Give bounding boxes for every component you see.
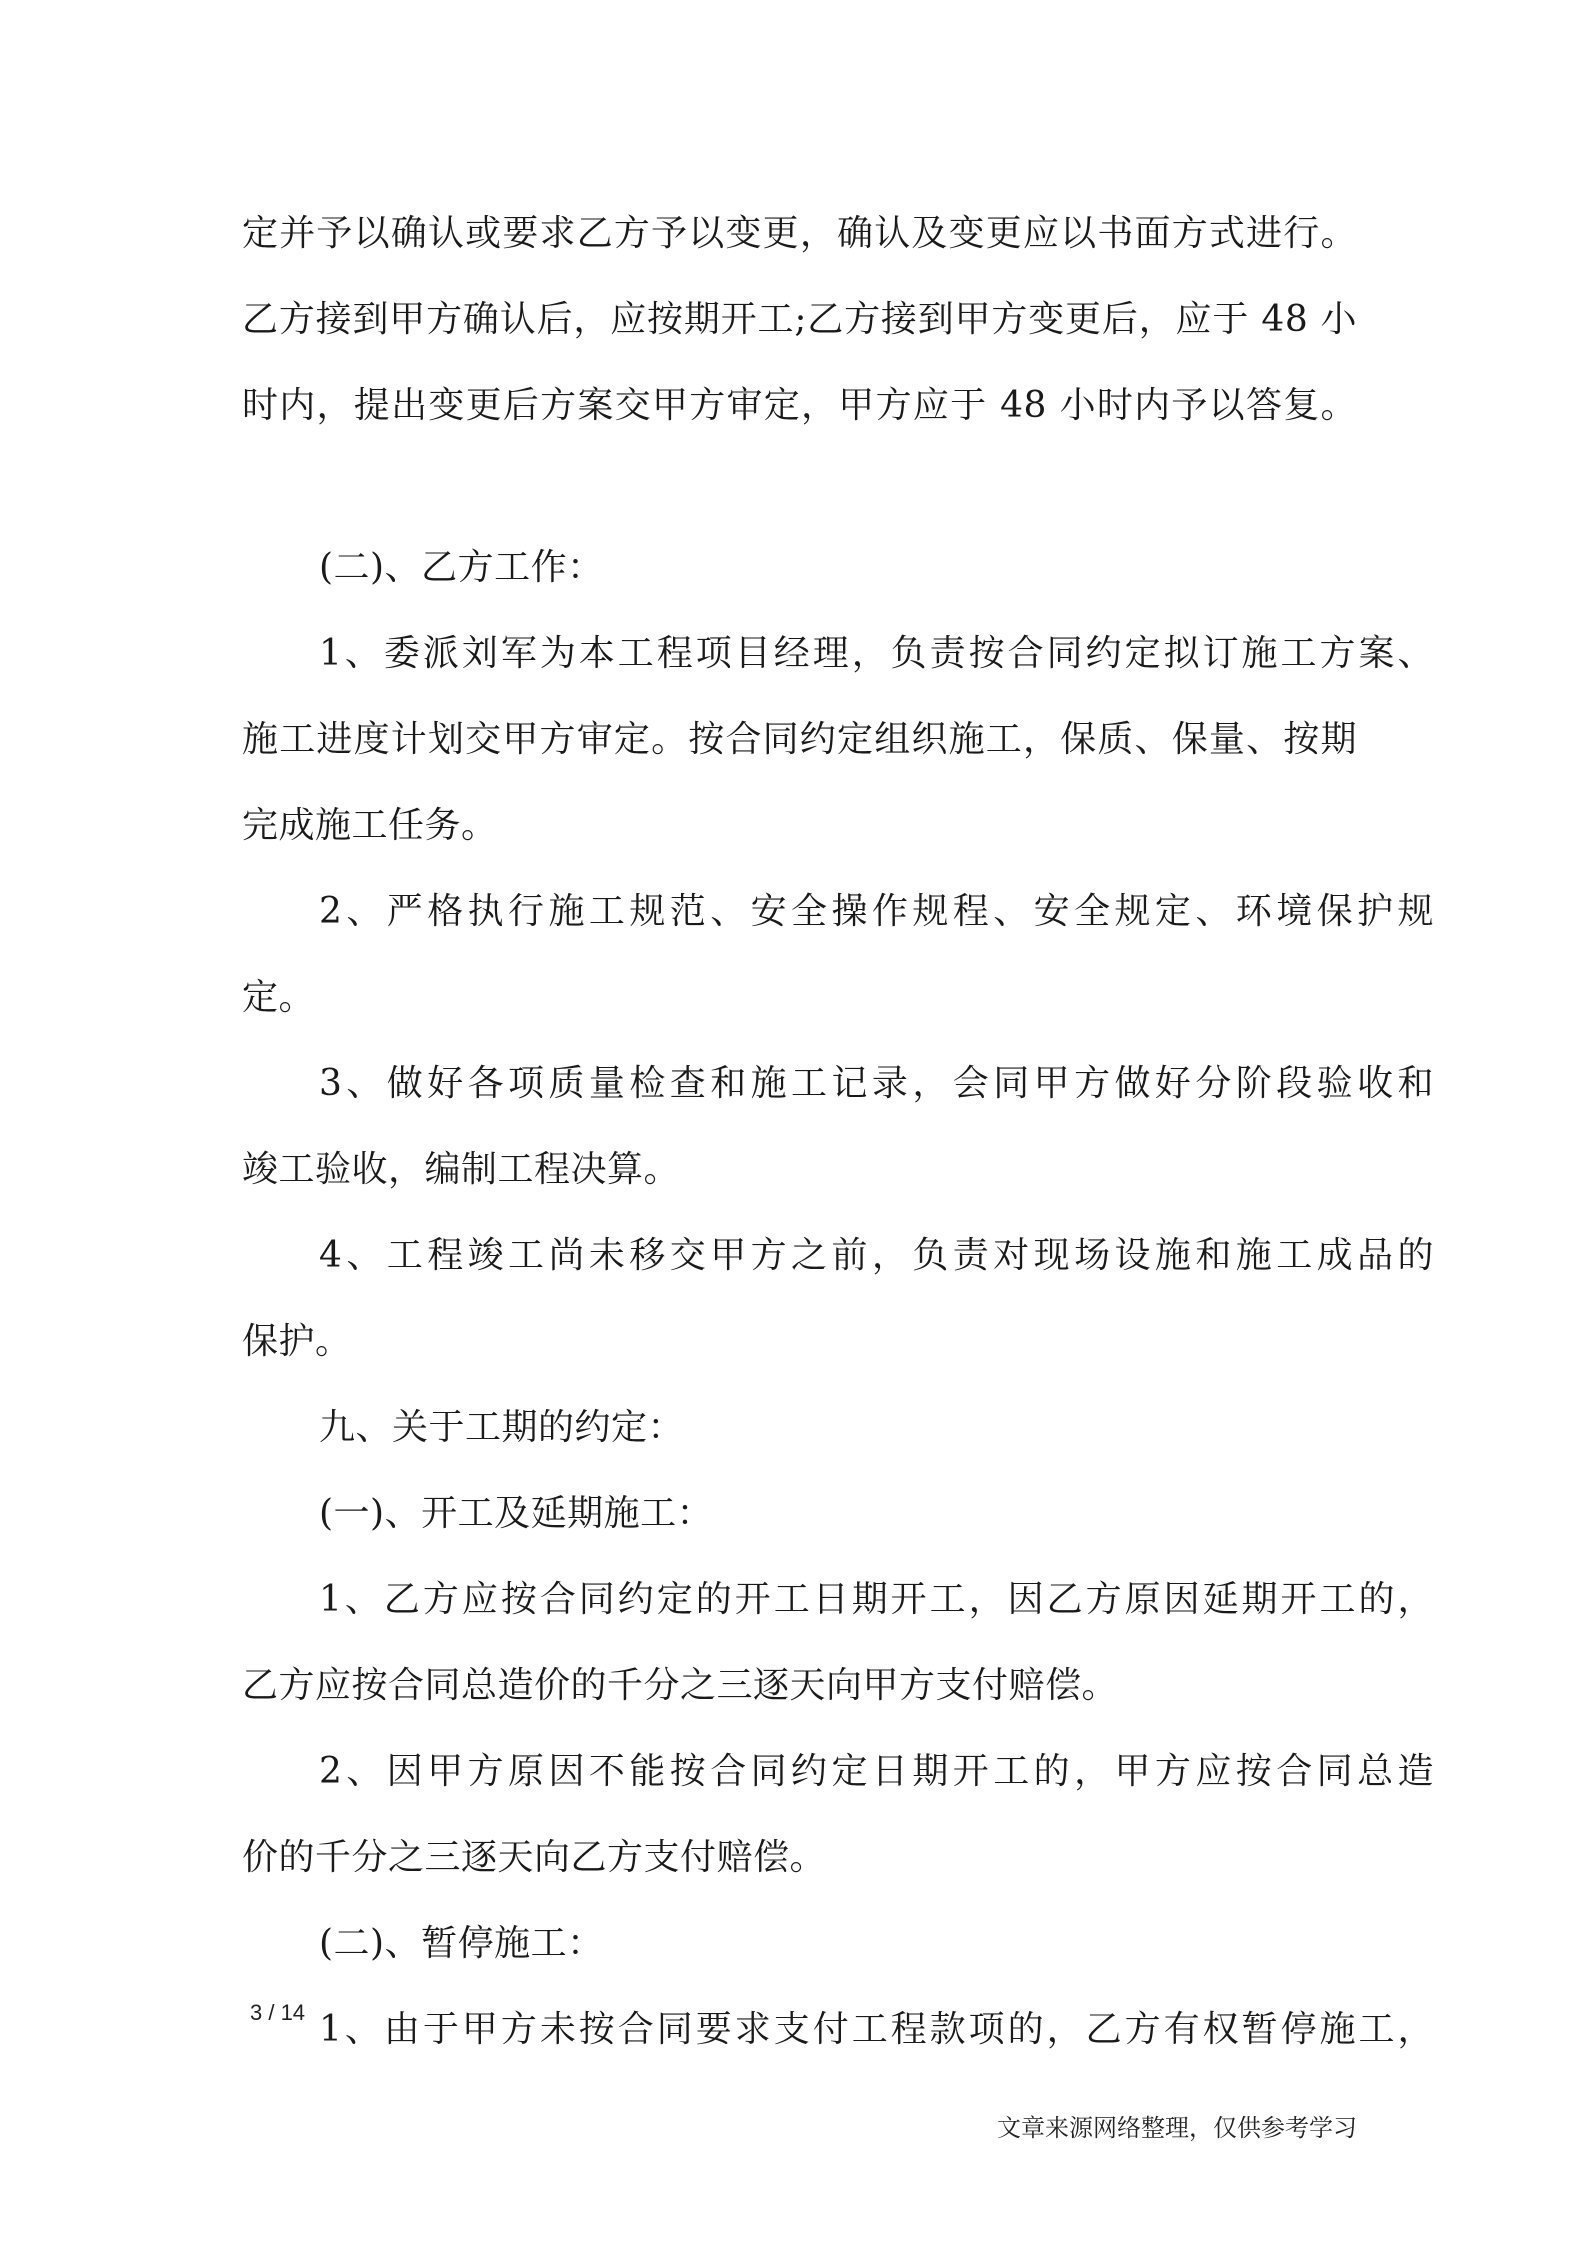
paragraph-line: 定并予以确认或要求乙方予以变更，确认及变更应以书面方式进行。 [242,213,1357,254]
section-heading: (二)、乙方工作： [319,547,604,588]
paragraph-line: 乙方接到甲方确认后，应按期开工;乙方接到甲方变更后，应于 48 小 [242,299,1357,340]
paragraph-line: 4、工程竣工尚未移交甲方之前，负责对现场设施和施工成品的 [319,1235,1434,1276]
footer-note: 文章来源网络整理，仅供参考学习 [997,2114,1357,2142]
paragraph-line: 1、由于甲方未按合同要求支付工程款项的，乙方有权暂停施工， [319,2009,1434,2050]
paragraph-line: 乙方应按合同总造价的千分之三逐天向甲方支付赔偿。 [242,1665,1119,1706]
paragraph-line: 保护。 [242,1321,352,1362]
page-number: 3 / 14 [250,2000,306,2025]
paragraph-line: 时内，提出变更后方案交甲方审定，甲方应于 48 小时内予以答复。 [242,385,1357,426]
paragraph-line: 完成施工任务。 [242,805,498,846]
paragraph-line: 竣工验收，编制工程决算。 [242,1149,681,1190]
paragraph-line: 3、做好各项质量检查和施工记录，会同甲方做好分阶段验收和 [319,1063,1434,1104]
paragraph-line: 2、因甲方原因不能按合同约定日期开工的，甲方应按合同总造 [319,1751,1434,1792]
section-heading: (一)、开工及延期施工： [319,1493,714,1534]
section-heading: (二)、暂停施工： [319,1923,604,1964]
paragraph-line: 1、乙方应按合同约定的开工日期开工，因乙方原因延期开工的， [319,1579,1434,1620]
paragraph-line: 2、严格执行施工规范、安全操作规程、安全规定、环境保护规 [319,891,1434,932]
paragraph-line: 1、委派刘军为本工程项目经理，负责按合同约定拟订施工方案、 [319,633,1434,674]
paragraph-line: 价的千分之三逐天向乙方支付赔偿。 [242,1837,827,1878]
paragraph-line: 施工进度计划交甲方审定。按合同约定组织施工，保质、保量、按期 [242,719,1357,760]
paragraph-line: 定。 [242,977,316,1018]
section-heading: 九、关于工期的约定： [319,1407,685,1448]
